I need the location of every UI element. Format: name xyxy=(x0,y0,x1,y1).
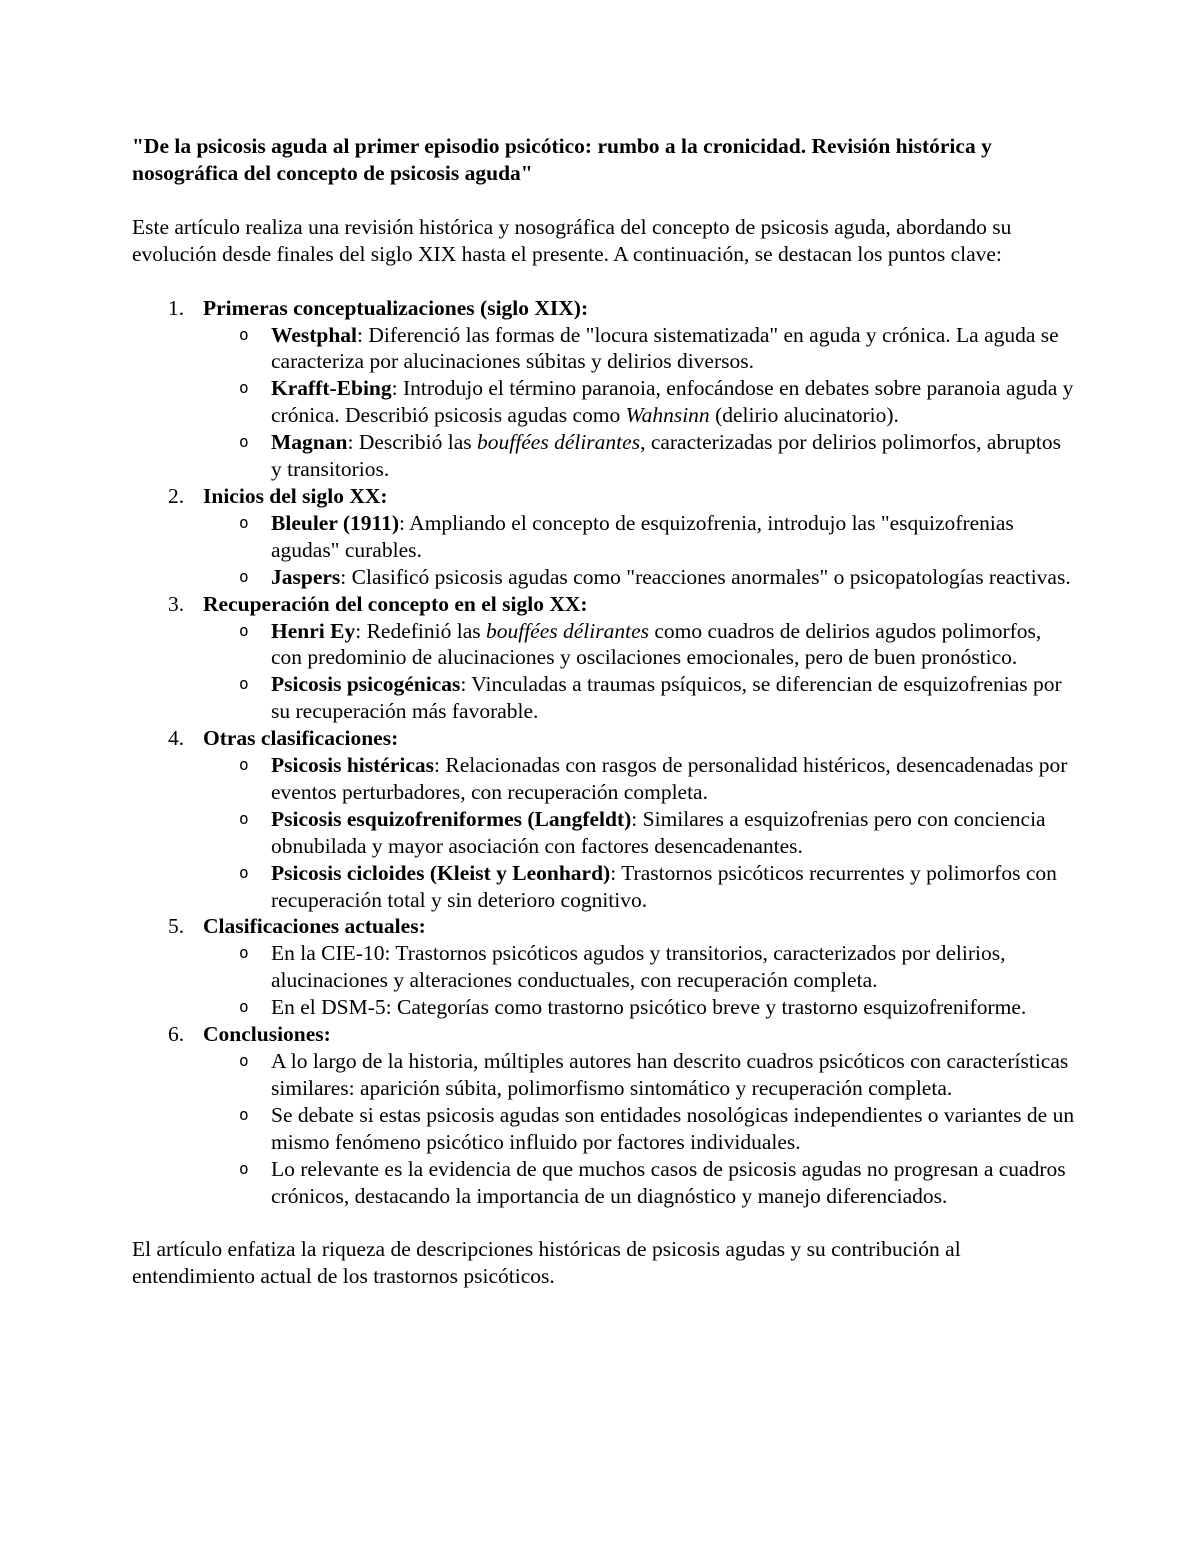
section-number: 3. xyxy=(168,591,185,616)
section-number: 5. xyxy=(168,914,185,939)
item-text: : Clasificó psicosis agudas como "reacciones anormales" o psicopatologías reactivas. xyxy=(340,564,1071,589)
bullet-marker: o xyxy=(239,1158,249,1178)
list-item xyxy=(203,994,1077,1021)
section-number: 2. xyxy=(168,483,185,508)
bullet-marker: o xyxy=(239,620,249,640)
item-term: Psicosis cicloides (Kleist y Leonhard) xyxy=(271,860,611,885)
bullet-marker: o xyxy=(239,324,249,344)
bullet-list xyxy=(203,1048,1077,1209)
bullet-marker: o xyxy=(239,1051,249,1070)
list-item xyxy=(203,618,1077,672)
list-item xyxy=(203,564,1077,591)
bullet-marker: o xyxy=(239,512,249,532)
item-italic-term: bouffées délirantes xyxy=(485,618,649,643)
item-text: : Trastornos psicóticos recurrentes y polimorfos con recuperación total y sin deterioro cognitivo. xyxy=(271,860,1057,912)
list-item-section xyxy=(132,725,1077,913)
item-text: : Describió las xyxy=(347,430,478,455)
item-text: Se debate si estas psicosis agudas son entidades nosológicas independientes o variantes de un mismo fenómeno psicótico influido por factores individuales. xyxy=(271,1102,1075,1154)
item-text: : Ampliando el concepto de esquizofrenia, introdujo las "esquizofrenias agudas" curables. xyxy=(271,510,1014,562)
list-item xyxy=(203,375,1077,429)
bullet-marker: o xyxy=(239,943,249,963)
item-term: Psicosis histéricas xyxy=(271,753,435,778)
item-text: A lo largo de la historia, múltiples autores han descrito cuadros psicóticos con características similares: aparición súbita, polimorfismo sintomático y recuperación completa. xyxy=(271,1049,1069,1100)
document-page xyxy=(132,133,1077,1290)
item-term: Bleuler (1911) xyxy=(271,510,399,535)
list-item xyxy=(203,322,1077,376)
key-points-list xyxy=(132,295,1077,1210)
section-heading: Otras clasificaciones: xyxy=(203,726,399,751)
list-item-section xyxy=(132,1021,1077,1209)
item-text: : Vinculadas a traumas psíquicos, se diferencian de esquizofrenias por su recuperación más favorable. xyxy=(271,672,1062,724)
item-text: : Diferenció las formas de "locura sistematizada" en aguda y crónica. La aguda se caracteriza por alucinaciones súbitas y delirios diversos. xyxy=(271,322,1059,374)
section-heading: Primeras conceptualizaciones (siglo XIX): xyxy=(203,295,589,320)
item-text: : Similares a esquizofrenias pero con conciencia obnubilada y mayor asociación con factores desencadenantes. xyxy=(271,806,1046,858)
item-term: Psicosis esquizofreniformes (Langfeldt) xyxy=(271,806,632,831)
list-item xyxy=(203,1156,1077,1210)
list-item xyxy=(203,510,1077,564)
item-text: : Introdujo el término paranoia, enfocándose en debates sobre paranoia aguda y crónica. Describió psicosis agudas como xyxy=(271,376,1074,428)
item-term: Magnan xyxy=(271,430,348,455)
section-heading: Recuperación del concepto en el siglo XX: xyxy=(203,591,588,616)
bullet-list xyxy=(203,752,1077,913)
bullet-marker: o xyxy=(239,808,249,828)
bullet-marker: o xyxy=(239,755,249,775)
intro-paragraph: Este artículo realiza una revisión histórica y nosográfica del concepto de psicosis aguda, abordando su evolución desde finales del siglo XIX hasta el presente. A continuación, se destacan los puntos clave: xyxy=(132,214,1012,266)
bullet-marker: o xyxy=(239,566,249,586)
item-text-continued: (delirio alucinatorio). xyxy=(709,403,899,428)
item-term: Westphal xyxy=(271,322,358,347)
item-text: En el DSM-5: Categorías como trastorno psicótico breve y trastorno esquizofreniforme. xyxy=(271,995,1027,1020)
item-term: Henri Ey xyxy=(271,618,356,643)
list-item xyxy=(203,940,1077,994)
item-text: En la CIE-10: Trastornos psicóticos agudos y transitorios, caracterizados por delirios, alucinaciones y alteraciones conductuales, con recuperación completa. xyxy=(271,941,1006,993)
item-text: Lo relevante es la evidencia de que muchos casos de psicosis agudas no progresan a cuadros crónicos, destacando la importancia de un diagnóstico y manejo diferenciados. xyxy=(271,1156,1066,1208)
list-item-section xyxy=(132,483,1077,591)
list-item xyxy=(203,1102,1077,1156)
list-item xyxy=(203,1048,1077,1102)
bullet-list xyxy=(203,940,1077,1021)
section-heading: Clasificaciones actuales: xyxy=(203,914,426,939)
item-text-continued: , caracterizadas por delirios polimorfos, abruptos y transitorios. xyxy=(271,430,1061,482)
list-item xyxy=(203,860,1077,914)
list-item-section xyxy=(132,591,1077,726)
list-item xyxy=(203,752,1077,806)
list-item xyxy=(203,671,1077,725)
item-term: Psicosis psicogénicas xyxy=(271,672,461,697)
bullet-marker: o xyxy=(239,432,249,452)
bullet-list xyxy=(203,510,1077,591)
section-heading: Inicios del siglo XX: xyxy=(203,483,388,508)
bullet-marker: o xyxy=(239,997,249,1017)
item-italic-term: bouffées délirantes xyxy=(477,430,641,455)
closing-paragraph: El artículo enfatiza la riqueza de descripciones históricas de psicosis agudas y su contribución al entendimiento actual de los trastornos psicóticos. xyxy=(132,1237,961,1289)
section-heading: Conclusiones: xyxy=(203,1022,331,1047)
item-italic-term: Wahnsinn xyxy=(625,403,710,428)
item-text: : Relacionadas con rasgos de personalidad histéricos, desencadenadas por eventos perturbadores, con recuperación completa. xyxy=(271,753,1068,804)
item-term: Jaspers xyxy=(271,564,341,589)
item-text: : Redefinió las xyxy=(355,618,486,643)
list-item-section xyxy=(132,913,1077,1021)
section-number: 1. xyxy=(168,295,185,320)
section-number: 4. xyxy=(168,726,185,751)
item-term: Krafft-Ebing xyxy=(271,376,392,401)
section-number: 6. xyxy=(168,1022,185,1047)
bullet-marker: o xyxy=(239,378,249,398)
bullet-marker: o xyxy=(239,1104,249,1124)
bullet-marker: o xyxy=(239,674,249,694)
bullet-list xyxy=(203,322,1077,483)
list-item xyxy=(203,806,1077,860)
document-title: "De la psicosis aguda al primer episodio psicótico: rumbo a la cronicidad. Revisión histórica y nosográfica del concepto de psicosis aguda" xyxy=(132,134,992,185)
bullet-list xyxy=(203,618,1077,726)
item-text-continued: como cuadros de delirios agudos polimorfos, con predominio de alucinaciones y oscilaciones emocionales, pero de buen pronóstico. xyxy=(271,618,1042,670)
list-item xyxy=(203,429,1077,483)
list-item-section xyxy=(132,295,1077,483)
bullet-marker: o xyxy=(239,862,249,882)
